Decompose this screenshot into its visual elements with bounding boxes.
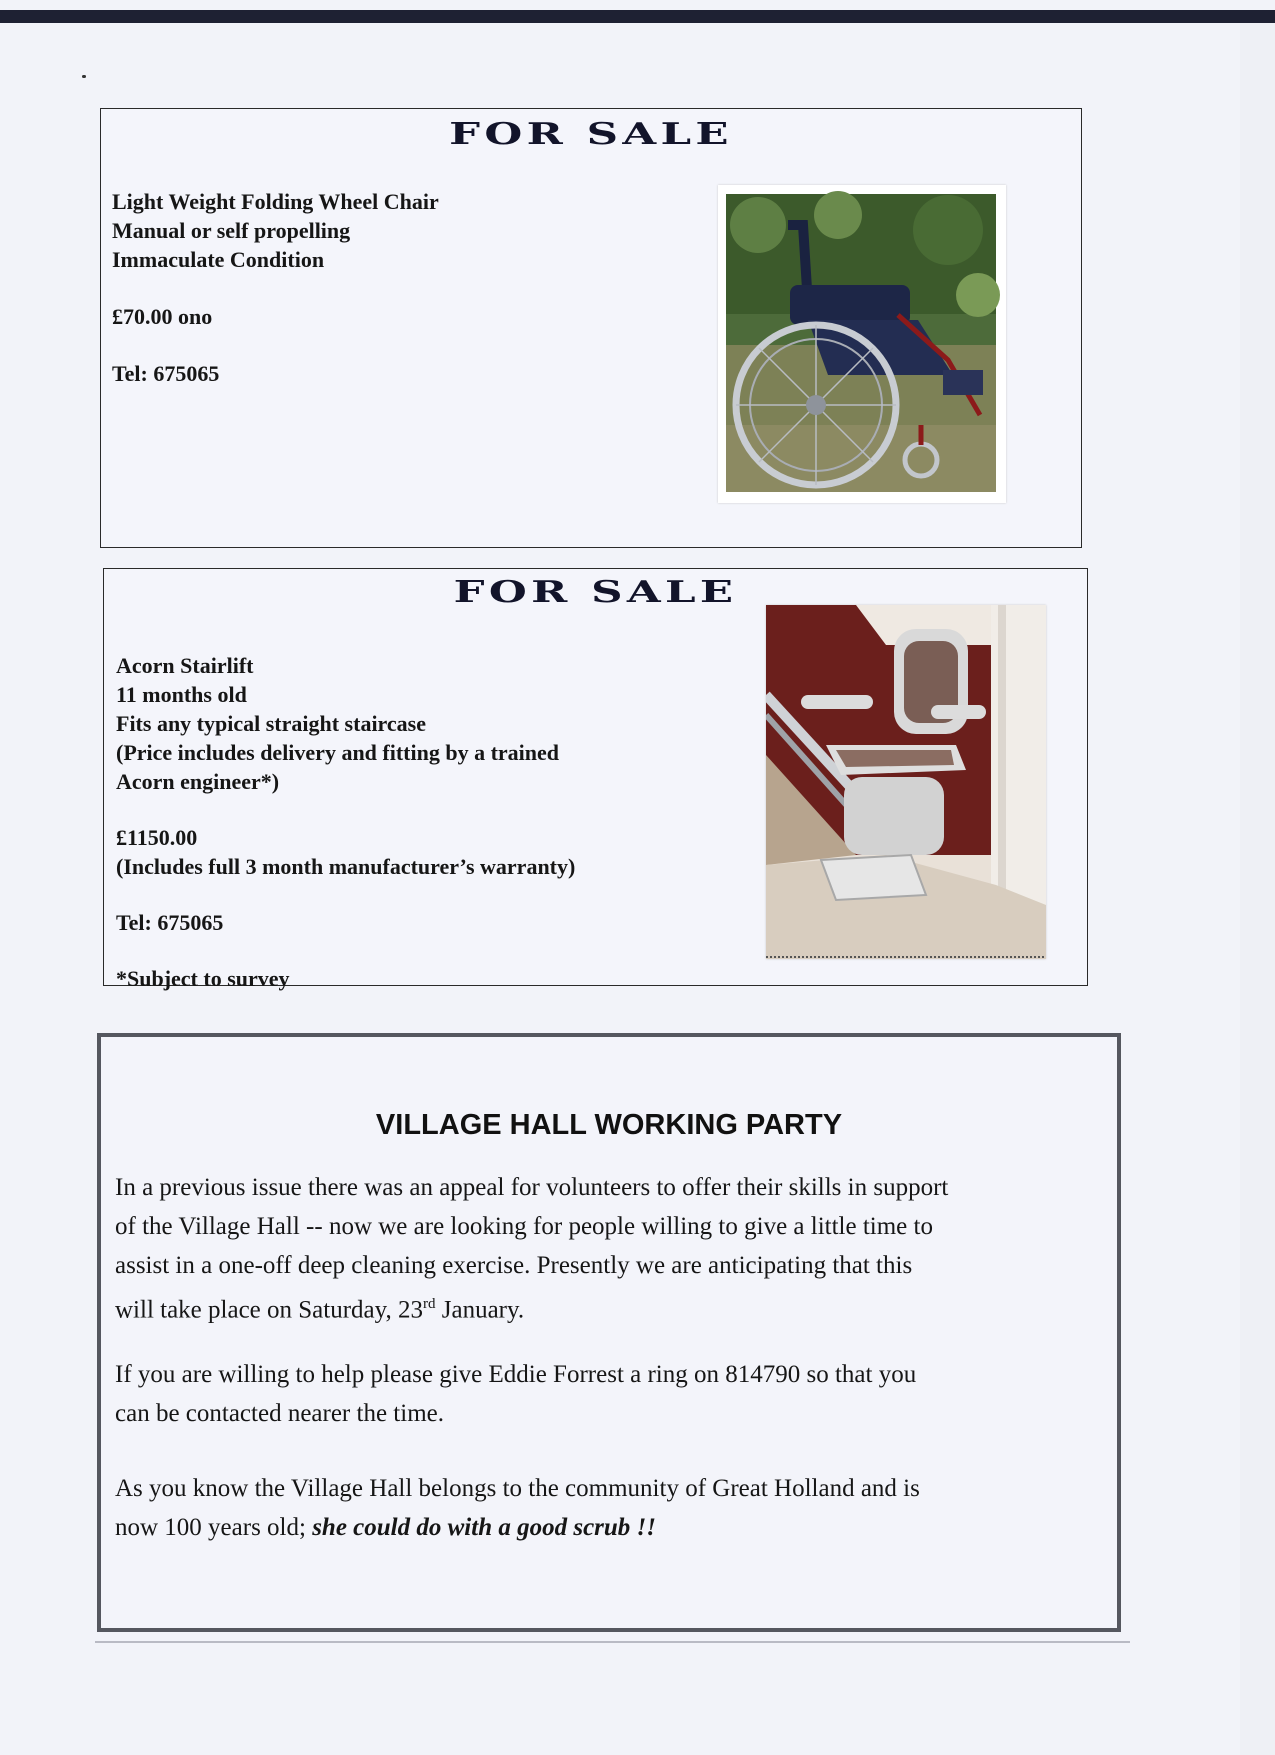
ad-line: Light Weight Folding Wheel Chair xyxy=(112,189,439,214)
ad-line: 11 months old xyxy=(116,682,247,707)
ad-line: Acorn engineer*) xyxy=(116,769,280,794)
page-edge xyxy=(1240,23,1275,1755)
stairlift-photo xyxy=(766,605,1046,959)
ad-price: £70.00 ono xyxy=(112,304,213,329)
ad-line: (Price includes delivery and fitting by a trained xyxy=(116,740,560,765)
ad-line: Immaculate Condition xyxy=(112,247,325,272)
scan-speck xyxy=(82,75,86,78)
wheelchair-photo xyxy=(718,185,1006,503)
top-rule xyxy=(0,10,1275,23)
ad-tel: Tel: 675065 xyxy=(112,361,220,386)
notice-line: In a previous issue there was an appeal for volunteers to offer their skills in support xyxy=(115,1174,949,1201)
notice-line: assist in a one-off deep cleaning exercise. Presently we are anticipating that this xyxy=(115,1252,913,1279)
ad-description xyxy=(112,187,439,388)
notice-paragraph-3 xyxy=(115,1469,1115,1547)
ad-description xyxy=(116,651,575,993)
ad-footnote: *Subject to survey xyxy=(116,966,290,991)
notice-line: of the Village Hall -- now we are looking for people willing to give a little time to xyxy=(115,1213,933,1240)
notice-line: If you are willing to help please give Eddie Forrest a ring on 814790 so that you xyxy=(115,1361,917,1388)
ad-title: FOR SALE xyxy=(449,117,733,152)
notice-paragraph-2 xyxy=(115,1355,1115,1433)
notice-title: VILLAGE HALL WORKING PARTY xyxy=(375,1109,843,1141)
notice-text: now 100 years old; xyxy=(115,1514,313,1541)
village-hall-notice xyxy=(97,1033,1121,1632)
ad-tel: Tel: 675065 xyxy=(116,910,224,935)
ad-title: FOR SALE xyxy=(453,575,738,610)
stairlift-ad xyxy=(103,568,1088,991)
notice-line xyxy=(115,1508,1115,1547)
notice-text: January. xyxy=(435,1296,525,1324)
wheelchair-ad xyxy=(100,108,1082,548)
ad-line: Manual or self propelling xyxy=(112,218,351,243)
ad-price: £1150.00 xyxy=(116,825,198,850)
notice-emphasis: she could do with a good scrub !! xyxy=(312,1514,657,1541)
ordinal-suffix: rd xyxy=(423,1296,436,1312)
ad-line: Fits any typical straight staircase xyxy=(116,711,427,736)
notice-shadow xyxy=(95,1641,1130,1643)
ad-warranty: (Includes full 3 month manufacturer’s warranty) xyxy=(116,854,576,879)
ad-line: Acorn Stairlift xyxy=(116,653,254,678)
notice-line: As you know the Village Hall belongs to the community of Great Holland and is xyxy=(115,1475,920,1502)
notice-line xyxy=(115,1285,1115,1329)
notice-line: can be contacted nearer the time. xyxy=(115,1400,444,1427)
stairlift-photo-icon xyxy=(766,605,1046,959)
notice-paragraph-1 xyxy=(115,1168,1115,1329)
notice-text: will take place on Saturday, 23 xyxy=(115,1296,424,1324)
wheelchair-photo-icon xyxy=(718,185,1006,503)
